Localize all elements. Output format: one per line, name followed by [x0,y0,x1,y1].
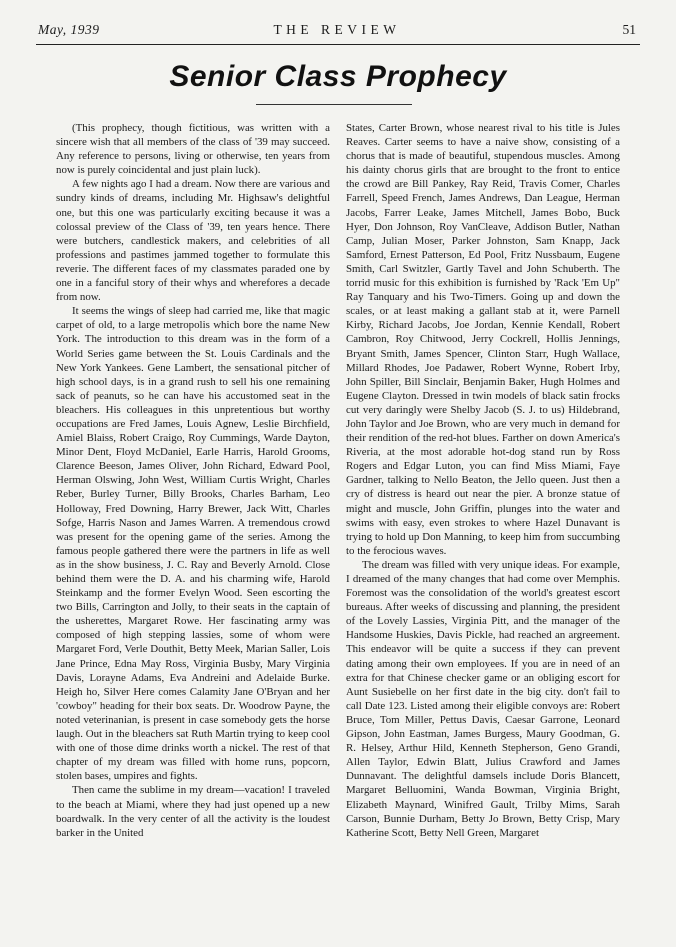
issue-date: May, 1939 [38,22,100,37]
page-number: 51 [622,22,636,37]
paragraph: A few nights ago I had a dream. Now there are various and sundry kinds of dreams, including Mr. Highsaw's delightful one, but this one was particularly exciting because it was a colossal preview of the Class of '39, ten years hence. There were butchers, candlestick makers, and celebrities of all professions and pastimes jammed together to formulate this reverie. The different faces of my classmates paraded one by one in a fanciful story of their whys and wherefores a decade from now. [56,178,330,304]
article-title: Senior Class Prophecy [169,60,507,93]
left-column [56,121,330,840]
header-rule [36,44,640,45]
paragraph-continued: States, Carter Brown, whose nearest rival to his title is Jules Reaves. Carter seems to have a naive show, consisting of a chorus that is made of beautiful, stupendous muscles. Among his dainty chorus girls that are brought to the front to entice the crowd are Bill Pankey, Ray Reid, Travis Comer, Charles Farrell, Speed French, James Andrews, Dan League, Herman Jacobs, Farrer Leake, James Mitchell, James Bobo, Buck Hyer, Don Johnson, Roy VanCleave, Addison Butler, Nathan Camp, Julian Moser, Parker Johnston, Sam Knapp, Jack Samford, Ernest Patterson, Ed Pool, Fritz Nussbaum, Eugene Smith, Carl Switzler, Gartly Tavel and John Schuberth. The torrid music for this exhibition is furnished by 'Rack 'Em Up" Ray Tanquary and his Two-Timers. Going up and down the scales, or at least making a gallant stab at it, were Parnell Kirby, Richard Jacobs, Joe Jordan, Kennie Kendall, Robert Cambron, Roy Chitwood, Jerry Cockrell, Hollis Jennings, Bryant Smith, James Spencer, Clinton Starr, Hugh Wallace, Millard Rhodes, Joe Padawer, Robert Wynne, Robert Irby, John Spiller, Bill Sinclair, Benjamin Baker, Hugh Holmes and Eugene Clayton. Dressed in twin models of black satin frocks cut very daringly were Shelby Jacob (S. J. to us) Hildebrand, John Taylor and Joe Brown, who are very much in demand for their rendition of the red-hot blues. Farther on down America's Riveria, at the most adorable hot-dog stand run by Ross Rogers and Edgar Luton, you can find Miss Miami, Faye Gardner, talking to Nello Beaton, the Jello queen. Just then a cry of distress is heard out near the pier. A bronze statue of might and muscle, John Griffin, plunges into the water and swims with easy, even strokes to where Hazel Dunavant is trying to hold up Don Manning, to keep him from succumbing to the ferocious waves. [346,122,620,557]
title-rule [256,104,412,105]
intro-note: (This prophecy, though fictitious, was written with a sincere wish that all members of the class of '39 may succeed. Any reference to persons, living or otherwise, ten years from now is purely coincidental and just plain luck). [56,122,330,177]
paragraph: The dream was filled with very unique ideas. For example, I dreamed of the many changes that had come over Memphis. Foremost was the consolidation of the world's greatest escort bureaus. After weeks of discussing and planning, the president of the Lovely Lassies, Virginia Pitt, and the manager of the Handsome Huskies, Davis Pickle, had reached an argreement. This endeavor will be quite a success if they can prevent dating among their own employees. If you are in need of an extra for that Chinese checker game or an obliging escort for Aunt Susiebelle on her first date in the big city. don't fail to call Date 123. Listed among their eligible convoys are: Robert Bruce, Tom Miller, Pettus Davis, Caesar Garrone, Leonard Gipson, John Eastman, James Burgess, Maury Goodman, G. R. Helsey, Arthur Hild, Kenneth Stepherson, Geno Grandi, Allen Taylor, Edwin Blatt, Julius Crawford and James Dunnavant. The delightful damsels include Doris Blancett, Margaret Belluomini, Wanda Bowman, Virginia Bright, Elizabeth Maynard, Winifred Gault, Trilby Mims, Sarah Carson, Bunnie Durham, Betty Jo Brown, Betty Crisp, Mary Katherine Scott, Betty Nell Green, Margaret [346,558,620,839]
publication-name: THE REVIEW [273,22,401,37]
paragraph: Then came the sublime in my dream—vacation! I traveled to the beach at Miami, where they had just opened up a new boardwalk. In the very center of all the activity is the loudest barker in the United [56,784,330,839]
paragraph: It seems the wings of sleep had carried me, like that magic carpet of old, to a large metropolis which bore the name New York. The introduction to this dream was in the form of a World Series game between the St. Louis Cardinals and the New York Yankees. Gene Lambert, the sensational pitcher of high school days, is in a grand rush to sell his one remaining sack of peanuts, so he can have his accustomed seat in the bleachers. His colleagues in this unpretentious but worthy occupations are Fred James, Louis Agnew, Leslie Birchfield, Amiel Blaiss, Robert Craigo, Roy Cummings, Warde Dayton, Minor Dent, Floyd McDaniel, Earle Harris, Harold Grooms, Clarence Beeson, James Oliver, John Richard, Edward Pool, Herman Olswing, John West, William Curtis Wright, Charles Reber, Burley Turner, Billy Brooks, Charles Barham, Leo Holloway, Fred Downing, Harry Brewer, Jack Witt, Charles Sofge, Harris Nason and James Warren. A tremendous crowd was present for the opening game of the series. Among the famous people gathered there were the partners in life as well as in the show business, J. C. Ray and Beverly Arnold. Close behind them were the D. A. and his charming wife, Harold Steinkamp and the former Evelyn Wood. Seen escorting the two Bills, Carrington and Jolly, to their seats in the captain of the usherettes, Margaret Rowe. Her fascinating army was composed of high stepping lassies, some of whom were Margaret Ford, Verle Douthit, Betty Meek, Marian Saller, Lois Jane Prince, Edna May Ross, Virginia Busby, Mary Virginia Davis, Lorayne Adams, Eva Andreini and Adelaide Burke. Heigh ho, Silver Here comes Calamity Jane O'Bryan and her 'cowboy" heading for their box seats. Dr. Woodrow Payne, the noted veterinanian, is present in case somebody gets the horse laugh. Out in the bleachers sat Ruth Martin trying to keep cool with one of those dime drinks worth a nickel. The rest of that chapter of my dream was filled with home runs, popcorn, stolen bases, umpires and fights. [56,305,330,783]
running-header [38,22,636,44]
right-column [346,121,620,840]
